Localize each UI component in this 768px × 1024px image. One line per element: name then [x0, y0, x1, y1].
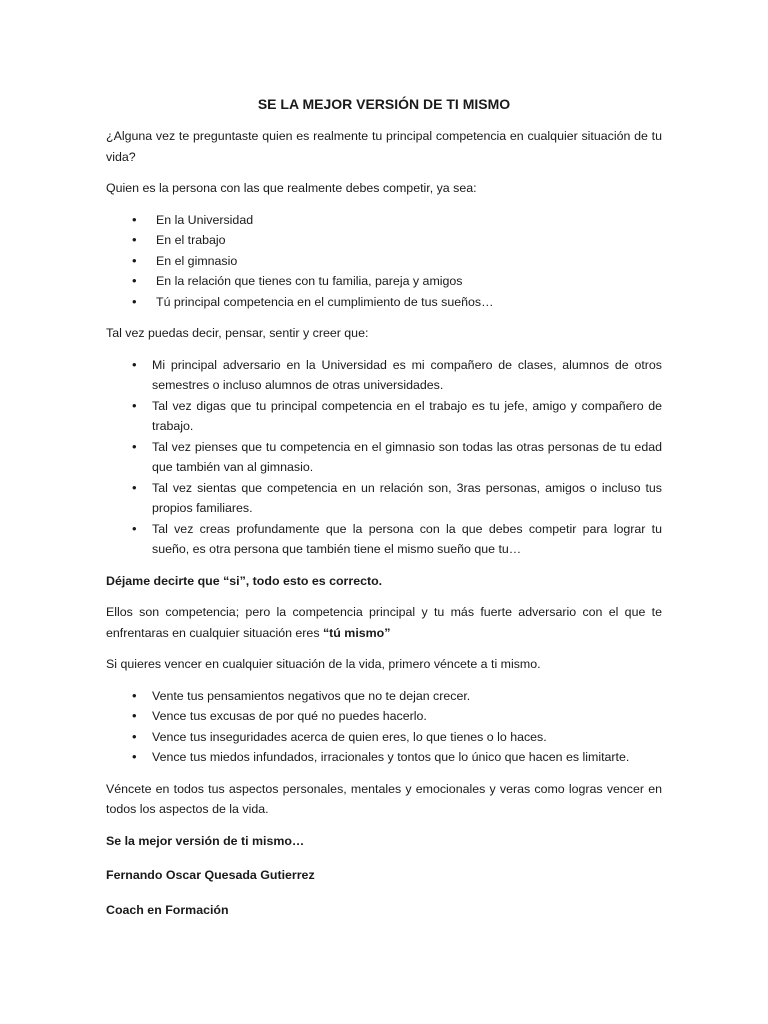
document-title: SE LA MEJOR VERSIÓN DE TI MISMO [257, 96, 511, 112]
intro-statement: Quien es la persona con las que realmente debes competir, ya sea: [106, 181, 477, 195]
author-role: Coach en Formación [106, 902, 229, 917]
list-item: • Tal vez sientas que competencia en un relación son, 3ras personas, amigos o incluso tus propios familiares. [106, 478, 662, 519]
list-item: • En el gimnasio [106, 251, 662, 272]
adversaries-list [106, 355, 662, 560]
main-competitor-paragraph [106, 602, 662, 643]
list-item: • En la relación que tienes con tu familia, pareja y amigos [106, 271, 662, 292]
list-item: • Vente tus pensamientos negativos que no te dejan crecer. [106, 686, 662, 707]
list-item: • Tú principal competencia en el cumplimiento de tus sueños… [106, 292, 662, 313]
list-item: • Tal vez digas que tu principal competencia en el trabajo es tu jefe, amigo y compañero de trabajo. [106, 396, 662, 437]
list-item: • Vence tus miedos infundados, irracionales y tontos que lo único que hacen es limitarte. [106, 747, 662, 768]
competition-areas-list [106, 210, 662, 313]
closing-line: Se la mejor versión de ti mismo… [106, 833, 305, 848]
main-competitor-text: Ellos son competencia; pero la competencia principal y tu más fuerte adversario con el que te enfrentaras en cualquier situación eres [106, 605, 662, 640]
author-name: Fernando Oscar Quesada Gutierrez [106, 868, 315, 882]
main-competitor-emphasis: “tú mismo” [322, 625, 391, 640]
win-paragraph: Si quieres vencer en cualquier situación de la vida, primero véncete a ti mismo. [106, 657, 541, 671]
list-item: • En el trabajo [106, 230, 662, 251]
list-item: • Vence tus inseguridades acerca de quien eres, lo que tienes o lo haces. [106, 727, 662, 748]
list-item: • Vence tus excusas de por qué no puedes hacerlo. [106, 706, 662, 727]
correct-statement: Déjame decirte que “si”, todo esto es correcto. [106, 573, 383, 588]
overcome-list [106, 686, 662, 768]
list-item: • Tal vez pienses que tu competencia en el gimnasio son todas las otras personas de tu edad que también van al gimnasio. [106, 437, 662, 478]
intro-question: ¿Alguna vez te preguntaste quien es realmente tu principal competencia en cualquier situación de tu vida? [106, 129, 662, 164]
perhaps-paragraph: Tal vez puedas decir, pensar, sentir y creer que: [106, 326, 369, 340]
list-item: • En la Universidad [106, 210, 662, 231]
list-item: • Tal vez creas profundamente que la persona con la que debes competir para lograr tu sueño, es otra persona que también tiene el mismo sueño que tu… [106, 519, 662, 560]
conclusion-paragraph: Véncete en todos tus aspectos personales, mentales y emocionales y veras como logras vencer en todos los aspectos de la vida. [106, 781, 662, 816]
list-item: • Mi principal adversario en la Universidad es mi compañero de clases, alumnos de otros semestres o incluso alumnos de otras universidades. [106, 355, 662, 396]
